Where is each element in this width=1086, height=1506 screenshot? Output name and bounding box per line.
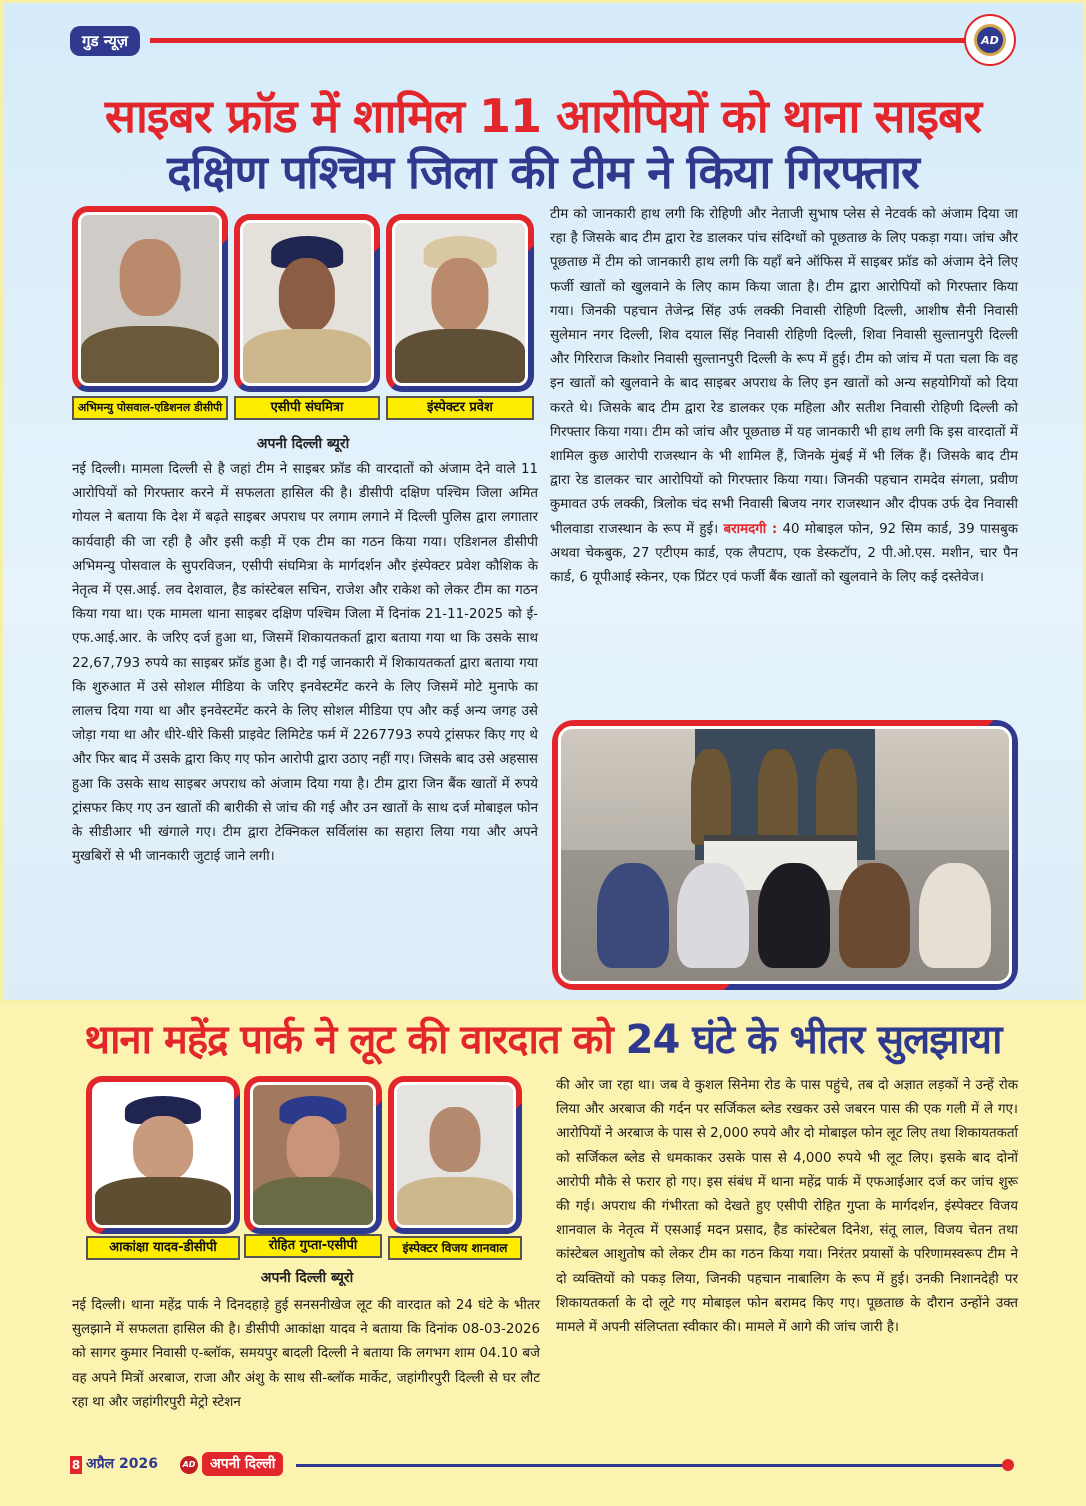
portrait-photo-inspector bbox=[388, 1076, 522, 1234]
page-number: 8 bbox=[71, 1458, 81, 1472]
recovery-label: बरामदगी : bbox=[723, 521, 778, 537]
article-1-headline-line-1: साइबर फ्रॉड में शामिल 11 आरोपियों को थाना साइबर bbox=[104, 89, 982, 143]
headline-red-part: थाना महेंद्र पार्क ने लूट की वारदात को bbox=[84, 1017, 626, 1063]
logo-emblem: AD bbox=[974, 24, 1006, 56]
portrait-caption: एसीपी संघमित्रा bbox=[234, 396, 380, 420]
footer-divider bbox=[296, 1464, 1008, 1467]
portrait-caption: इंस्पेक्टर विजय शानवाल bbox=[388, 1236, 522, 1260]
portrait-caption: आकांक्षा यादव-डीसीपी bbox=[86, 1236, 240, 1260]
article-1-byline: अपनी दिल्ली ब्यूरो bbox=[256, 436, 350, 452]
portrait-photo-inspector bbox=[386, 214, 534, 392]
portrait-image bbox=[250, 1082, 376, 1228]
publication-name: अपनी दिल्ली bbox=[202, 1452, 283, 1476]
portrait-image bbox=[92, 1082, 234, 1228]
article-2-byline: अपनी दिल्ली ब्यूरो bbox=[260, 1270, 354, 1286]
article-1-right-text: टीम को जानकारी हाथ लगी कि रोहिणी और नेताजी सुभाष प्लेस से नेटवर्क को अंजाम दिया जा रहा है जिसके बाद टीम द्वारा रेड डालकर पांच संदिग्धों को पूछताछ के लिए पकड़ा गया। जांच और पूछताछ में टीम को जानकारी हाथ लगी कि यहाँ बने ऑफिस में साइबर फ्रॉड को अंजाम देने लिए फर्जी खातों को खुलवाने के लिए काम किया जाता है। टीम द्वारा आरोपियों को गिरफ्तार किया गया। जिनकी पहचान तेजेन्द्र सिंह उर्फ लक्की निवासी रोहिणी दिल्ली, आशीष सैनी निवासी सुलेमान नगर दिल्ली, शिव दयाल सिंह निवासी रोहिणी दिल्ली, शिवा निवासी सुल्तानपुरी दिल्ली और गिरिराज किशोर निवासी सुल्तानपुरी दिल्ली के रूप में हुई। टीम को जांच में पता चला कि वह इन खातों को खुलवाने के बाद साइबर अपराध के लिए इन खातों को अन्य सहयोगियों को दिया करते थे। जिसके बाद टीम द्वारा रेड डालकर एक महिला और सतीश निवासी रोहिणी दिल्ली को गिरफ्तार किया गया। टीम को जांच और पूछताछ में यह जानकारी भी हाथ लगी कि इस वारदातों में शामिल कुछ आरोपी राजस्थान के भी शामिल हैं, जिनके मुंबई में भी लिंक हैं। जिसके बाद टीम द्वारा रेड डालकर चार आरोपियों को गिरफ्तार किया गया। जिनकी पहचान रामदेव संगला, प्रवीण कुमावत उर्फ लक्की, त्रिलोक चंद सभी निवासी बिजय नगर राजस्थान और दीपक उर्फ देव निवासी भीलवाडा राजस्थान के रूप में हुई। bbox=[550, 207, 1018, 537]
article-1-right-column bbox=[550, 203, 1018, 590]
article-2-headline bbox=[40, 1010, 1046, 1065]
headline-blue-part: 24 घंटे के भीतर सुलझाया bbox=[625, 1017, 1002, 1063]
header-divider bbox=[150, 38, 970, 43]
article-2-right-column: की ओर जा रहा था। जब वे कुशल सिनेमा रोड के पास पहुंचे, तब दो अज्ञात लड़कों ने उन्हें रोक लिया और अरबाज की गर्दन पर सर्जिकल ब्लेड रखकर उसे जबरन पास की एक गली में ले गए। आरोपियों ने अरबाज के पास से 2,000 रुपये और दो मोबाइल फोन लूट लिए तथा शिकायतकर्ता को सर्जिकल ब्लेड से धमकाकर उसके पास से 4,000 रुपये भी लूट लिए। इसके बाद दोनों आरोपी मौके से फरार हो गए। इस संबंध में थाना महेंद्र पार्क में एफआईआर दर्ज कर जांच शुरू की गई। अपराध की गंभीरता को देखते हुए एसीपी रोहित गुप्ता के मार्गदर्शन, इंस्पेक्टर विजय शानवाल के नेतृत्व में एसआई मदन प्रसाद, हैड कांस्टेबल दिनेश, संतू लाल, विजय चेतन तथा कांस्टेबल आशुतोष को लेकर टीम का गठन किया गया। निरंतर प्रयासों के परिणामस्वरूप टीम ने दो व्यक्तियों को पकड़ लिया, जिनकी पहचान नाबालिग के रूप में हुई। उनकी निशानदेही पर शिकायतकर्ता के दो लूटे गए मोबाइल फोन बरामद किए गए। पूछताछ के दौरान उन्होंने उक्त मामले में अपनी संलिप्तता स्वीकार की। मामले में आगे की जांच जारी है। bbox=[556, 1078, 1018, 1336]
portrait-caption: अभिमन्यु पोसवाल-एडिशनल डीसीपी bbox=[72, 396, 228, 420]
article-2-left-column: नई दिल्ली। थाना महेंद्र पार्क ने दिनदहाड़े हुई सनसनीखेज लूट की वारदात को 24 घंटे के भीतर सुलझाने में सफलता हासिल की है। डीसीपी आकांक्षा यादव ने बताया कि दिनांक 08-03-2026 को सागर कुमार निवासी ए-ब्लॉक, समयपुर बादली दिल्ली ने बताया कि लगभग शाम 04.10 बजे वह अपने मित्रों अरबाज, राजा और अंशु के साथ सी-ब्लॉक मार्केट, जहांगीरपुरी दिल्ली से घर लौट रहा था और जहांगीरपुरी मेट्रो स्टेशन bbox=[72, 1298, 540, 1410]
section-tag: गुड न्यूज़ bbox=[70, 26, 140, 56]
publication-logo-icon bbox=[964, 14, 1016, 66]
arrest-group-photo bbox=[552, 720, 1018, 990]
portrait-photo-acp bbox=[234, 214, 380, 392]
portrait-image bbox=[78, 212, 222, 386]
portrait-caption: इंस्पेक्टर प्रवेश bbox=[386, 396, 534, 420]
portrait-caption: रोहित गुप्ता-एसीपी bbox=[244, 1234, 382, 1258]
recovery-text: 40 मोबाइल फोन, 92 सिम कार्ड, 39 पासबुक अथवा चेकबुक, 27 एटीएम कार्ड, एक लैपटाप, एक डेस्कटॉप, 2 पी.ओ.एस. मशीन, चार पैन कार्ड, 6 यूपीआई स्केनर, एक प्रिंटर एवं फर्जी बैंक खातों को खुलवाने के लिए कई दस्तेवेज। bbox=[550, 521, 1018, 586]
portrait-photo-dcp bbox=[86, 1076, 240, 1234]
article-1-headline-line-2: दक्षिण पश्चिम जिला की टीम ने किया गिरफ्तार bbox=[167, 145, 919, 199]
portrait-image bbox=[394, 1082, 516, 1228]
article-1-left-column: नई दिल्ली। मामला दिल्ली से है जहां टीम ने साइबर फ्रॉड की वारदातों को अंजाम देने वाले 11 आरोपियों को गिरफ्तार करने में सफलता हासिल की है। डीसीपी दक्षिण पश्चिम जिला अमित गोयल ने बताया कि देश में बढ़ते साइबर अपराध पर लगाम लगाने में दिल्ली पुलिस द्वारा लगातार कार्यवाही की जा रही है और इसी कड़ी में एक टीम का गठन किया गया। एडिशनल डीसीपी अभिमन्यु पोसवाल के सुपरविजन, एसीपी संघमित्रा के मार्गदर्शन और इंस्पेक्टर प्रवेश कौशिक के नेतृत्व में एस.आई. लव देशवाल, हैड कांस्टेबल सचिन, राजेश और राकेश को लेकर टीम का गठन किया गया था। एक मामला थाना साइबर दक्षिण पश्चिम जिला में दिनांक 21-11-2025 को ई-एफ.आई.आर. के जरिए दर्ज हुआ था, जिसमें शिकायतकर्ता द्वारा बताया गया था कि उसके साथ 22,67,793 रुपये का साइबर फ्रॉड हुआ है। दी गई जानकारी में शिकायतकर्ता द्वारा बताया गया कि शुरुआत में उसे सोशल मीडिया के जरिए इनवेस्टमेंट करने के लिए जिसमें मोटे मुनाफे का लालच दिया गया था और इनवेस्टमेंट करने के लिए सोशल मीडिया एप और कई अन्य जगह उसे जोड़ा गया था और धीरे-धीरे किसी प्राइवेट लिमिटेड फर्म में 2267793 रुपये ट्रांसफर किए गए थे और फिर बाद में उसके द्वारा किए गए फोन आरोपी द्वारा उठाए नहीं गए। जिसके बाद उसे अहसास हुआ कि उसके साथ साइबर अपराध को अंजाम दिया गया है। टीम द्वारा जिन बैंक खातों में रुपये ट्रांसफर किए गए उन खातों की बारीकी से जांच की गई और उन खातों के साथ दर्ज मोबाइल फोन के सीडीआर भी खंगाले गए। टीम द्वारा टेक्निकल सर्विलांस का सहारा लिया गया और अपने मुखबिरों से भी जानकारी जुटाई जाने लगी। bbox=[72, 462, 539, 865]
portrait-image bbox=[392, 220, 528, 386]
group-photo-image bbox=[558, 726, 1012, 984]
footer-logo-icon: AD bbox=[180, 1456, 198, 1474]
portrait-photo-acp bbox=[244, 1076, 382, 1234]
issue-date: अप्रैल 2026 bbox=[86, 1456, 158, 1472]
portrait-photo-additional-dcp bbox=[72, 206, 228, 392]
portrait-image bbox=[240, 220, 374, 386]
footer-dot-icon bbox=[1002, 1459, 1014, 1471]
